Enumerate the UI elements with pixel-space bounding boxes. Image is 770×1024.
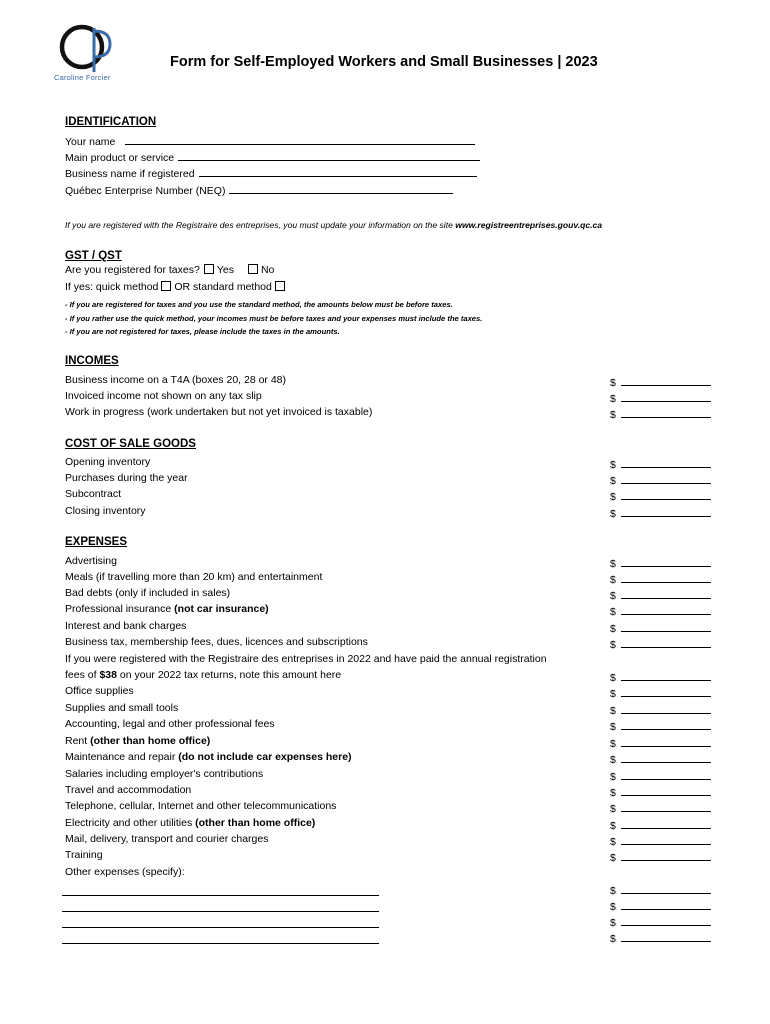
no-checkbox[interactable]: [248, 264, 258, 274]
cogs-label: Closing inventory: [65, 505, 146, 517]
field-label: Business name if registered: [65, 168, 195, 180]
expense-label: Office supplies: [65, 685, 134, 697]
business-name-line[interactable]: [199, 166, 477, 177]
amount-field[interactable]: $: [610, 603, 711, 619]
amount-field[interactable]: $: [610, 751, 711, 767]
income-label: Business income on a T4A (boxes 20, 28 or 48): [65, 374, 287, 386]
amount-field[interactable]: $: [610, 636, 711, 652]
page-title: Form for Self-Employed Workers and Small Businesses | 2023: [170, 54, 598, 70]
tax-note: - If you are not registered for taxes, please include the taxes in the amounts.: [65, 327, 340, 336]
cogs-label: Subcontract: [65, 488, 122, 500]
registraire-link[interactable]: www.registreentreprises.gouv.qc.ca: [455, 220, 603, 230]
amount-field[interactable]: $: [610, 472, 711, 488]
expense-label: fees of $38 on your 2022 tax returns, note this amount here: [65, 669, 342, 681]
expense-label: Telephone, cellular, Internet and other telecommunications: [65, 800, 337, 812]
amount-field[interactable]: $: [610, 702, 711, 718]
expense-label: Travel and accommodation: [65, 784, 192, 796]
expense-label: Mail, delivery, transport and courier charges: [65, 833, 269, 845]
expense-label: Meals (if travelling more than 20 km) and entertainment: [65, 571, 323, 583]
identification-heading: IDENTIFICATION: [65, 116, 157, 128]
field-label: Main product or service: [65, 152, 175, 164]
logo-text: Caroline Forcier: [54, 73, 111, 82]
amount-field[interactable]: $: [610, 833, 711, 849]
expense-label: Accounting, legal and other professional fees: [65, 718, 275, 730]
expense-label: Business tax, membership fees, dues, licences and subscriptions: [65, 636, 368, 648]
amount-field[interactable]: $: [610, 587, 711, 603]
other-expense-line[interactable]: [62, 943, 379, 944]
amount-field[interactable]: $: [610, 784, 711, 800]
amount-field[interactable]: $: [610, 930, 711, 946]
amount-field[interactable]: $: [610, 735, 711, 751]
amount-field[interactable]: $: [610, 488, 711, 504]
amount-field[interactable]: $: [610, 374, 711, 390]
amount-field[interactable]: $: [610, 669, 711, 685]
amount-field[interactable]: $: [610, 768, 711, 784]
cogs-label: Opening inventory: [65, 456, 151, 468]
incomes-heading: INCOMES: [65, 355, 119, 367]
income-label: Invoiced income not shown on any tax slip: [65, 390, 262, 402]
standard-method-checkbox[interactable]: [275, 281, 285, 291]
neq-field[interactable]: [65, 183, 453, 198]
amount-field[interactable]: $: [610, 849, 711, 865]
tax-note: - If you rather use the quick method, your incomes must be before taxes and your expenses must include the taxes.: [65, 314, 483, 323]
business-name-field[interactable]: [65, 166, 477, 181]
expense-label: Salaries including employer's contributions: [65, 768, 264, 780]
gst-qst-heading: GST / QST: [65, 250, 122, 262]
cogs-heading: COST OF SALE GOODS: [65, 438, 196, 450]
amount-field[interactable]: $: [610, 882, 711, 898]
amount-field[interactable]: $: [610, 718, 711, 734]
amount-field[interactable]: $: [610, 898, 711, 914]
amount-field[interactable]: $: [610, 406, 711, 422]
expense-label: Professional insurance (not car insurance): [65, 603, 269, 615]
field-label: Québec Enterprise Number (NEQ): [65, 185, 226, 197]
expense-label: Training: [65, 849, 103, 861]
quick-method-checkbox[interactable]: [161, 281, 171, 291]
registraire-note: If you are registered with the Registraire des entreprises, you must update your information on the site www.registreentreprises.gouv.qc.ca: [65, 220, 603, 230]
amount-field[interactable]: $: [610, 555, 711, 571]
amount-field[interactable]: $: [610, 571, 711, 587]
field-label: Your name: [65, 136, 116, 148]
other-expense-line[interactable]: [62, 911, 379, 912]
amount-field[interactable]: $: [610, 390, 711, 406]
main-product-field[interactable]: [65, 150, 480, 165]
amount-field[interactable]: $: [610, 817, 711, 833]
tax-note: - If you are registered for taxes and you use the standard method, the amounts below must be before taxes.: [65, 300, 453, 309]
expenses-heading: EXPENSES: [65, 536, 127, 548]
neq-line[interactable]: [229, 183, 453, 194]
cogs-label: Purchases during the year: [65, 472, 188, 484]
other-expense-line[interactable]: [62, 895, 379, 896]
expense-label: Maintenance and repair (do not include car expenses here): [65, 751, 352, 763]
tax-method-question: If yes: quick method OR standard method: [65, 281, 285, 294]
expense-label: Rent (other than home office): [65, 735, 211, 747]
other-expense-line[interactable]: [62, 927, 379, 928]
your-name-line[interactable]: [125, 134, 475, 145]
amount-field[interactable]: $: [610, 620, 711, 636]
amount-field[interactable]: $: [610, 505, 711, 521]
main-product-line[interactable]: [178, 150, 480, 161]
expense-label: Supplies and small tools: [65, 702, 179, 714]
expense-label: Advertising: [65, 555, 117, 567]
expense-label: Bad debts (only if included in sales): [65, 587, 231, 599]
tax-registration-question: Are you registered for taxes? Yes No: [65, 264, 275, 276]
yes-checkbox[interactable]: [204, 264, 214, 274]
expense-label: Interest and bank charges: [65, 620, 187, 632]
expense-label: Other expenses (specify):: [65, 866, 185, 878]
expense-label: Electricity and other utilities (other than home office): [65, 817, 316, 829]
amount-field[interactable]: $: [610, 914, 711, 930]
amount-field[interactable]: $: [610, 800, 711, 816]
expense-label: If you were registered with the Registraire des entreprises in 2022 and have paid the annual registration: [65, 653, 547, 665]
income-label: Work in progress (work undertaken but not yet invoiced is taxable): [65, 406, 373, 418]
amount-field[interactable]: $: [610, 456, 711, 472]
amount-field[interactable]: $: [610, 685, 711, 701]
your-name-field[interactable]: [65, 134, 475, 149]
